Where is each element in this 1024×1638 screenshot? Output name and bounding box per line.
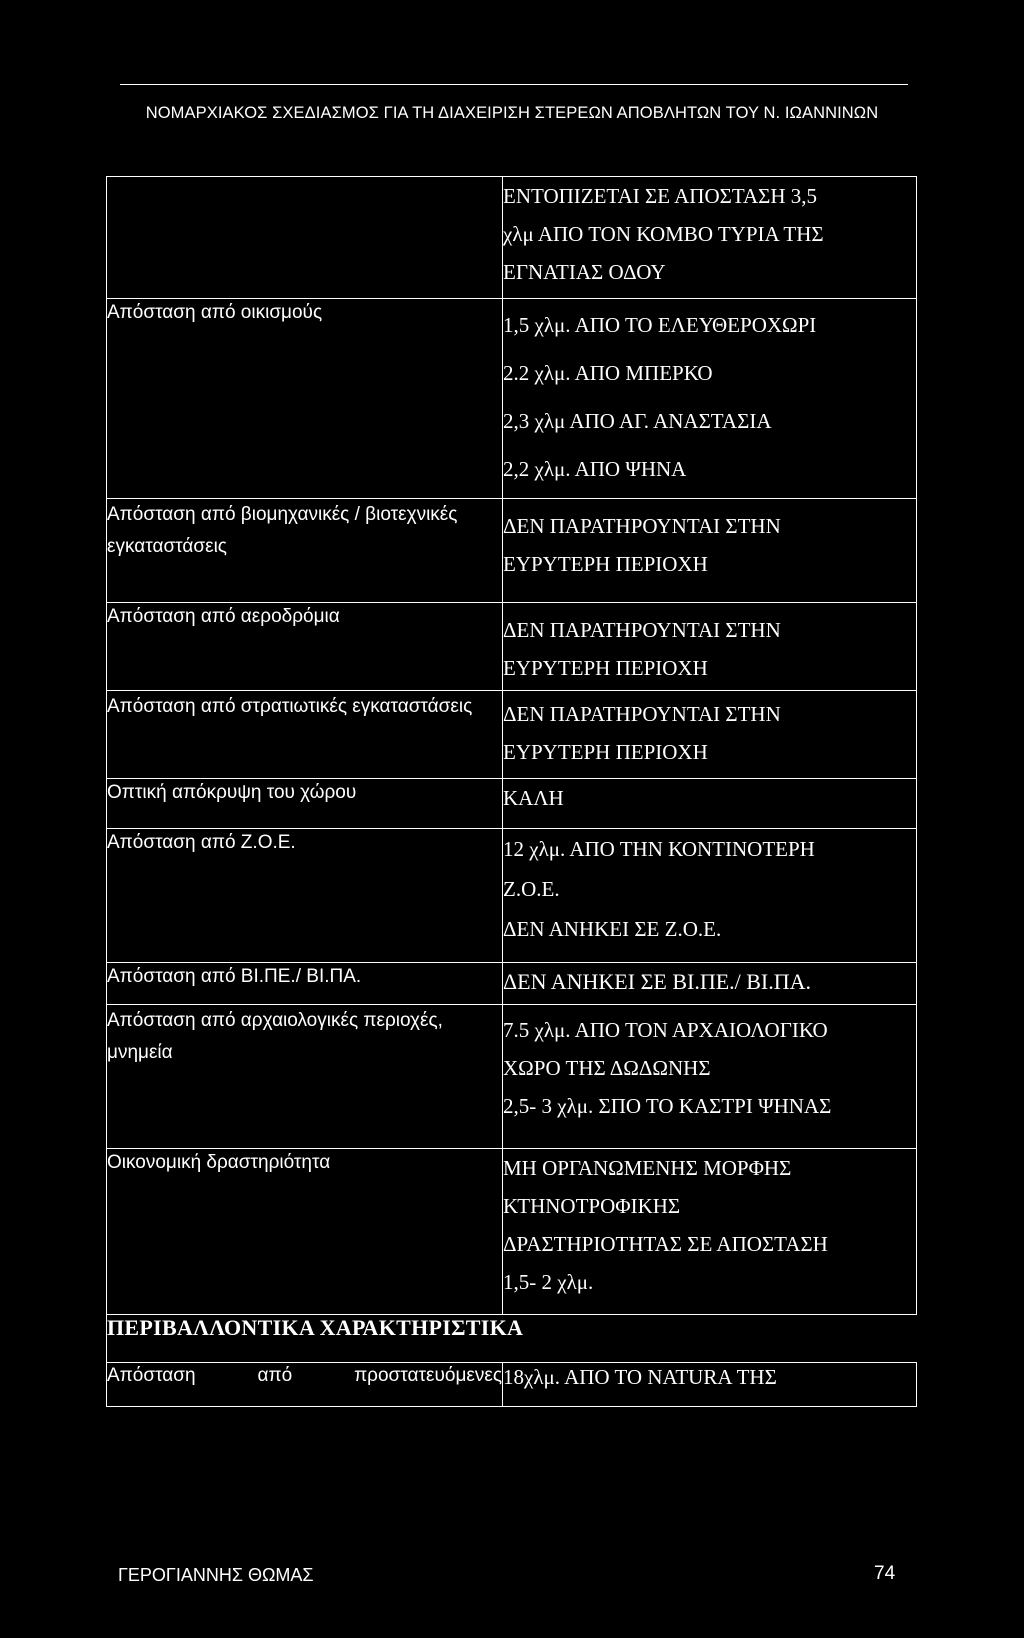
criterion-label: Απόσταση από οικισμούς bbox=[107, 299, 503, 499]
table-row bbox=[107, 829, 917, 963]
value-line: 2,2 χλμ. ΑΠΟ ΨΗΝΑ bbox=[503, 457, 687, 481]
value-line: ΔΕΝ ΑΝΗΚΕΙ ΣΕ ΒΙ.ΠΕ./ ΒΙ.ΠΑ. bbox=[503, 969, 812, 994]
value-line: ΚΑΛΗ bbox=[503, 786, 564, 810]
criterion-value bbox=[503, 963, 917, 1005]
table-row bbox=[107, 177, 917, 299]
criterion-value: 18χλμ. ΑΠΟ ΤΟ NATURA ΤΗΣ bbox=[503, 1363, 917, 1407]
value-line: Ζ.Ο.Ε. bbox=[503, 877, 560, 901]
table-row bbox=[107, 1149, 917, 1315]
table-row bbox=[107, 603, 917, 691]
criterion-label: Απόσταση από βιομηχανικές / βιοτεχνικές εγκαταστάσεις bbox=[107, 499, 503, 603]
page-number: 74 bbox=[874, 1563, 896, 1584]
table-row bbox=[107, 779, 917, 829]
table-row bbox=[107, 691, 917, 779]
criterion-label: Απόσταση από στρατιωτικές εγκαταστάσεις bbox=[107, 691, 503, 779]
value-line: ΜΗ ΟΡΓΑΝΩΜΕΝΗΣ ΜΟΡΦΗΣ bbox=[503, 1156, 792, 1180]
criterion-label: Οικονομική δραστηριότητα bbox=[107, 1149, 503, 1315]
header-rule bbox=[120, 84, 908, 85]
section-title: ΠΕΡΙΒΑΛΛΟΝΤΙΚΑ ΧΑΡΑΚΤΗΡΙΣΤΙΚΑ bbox=[107, 1315, 917, 1363]
criterion-label: Απόσταση από αρχαιολογικές περιοχές, μνημεία bbox=[107, 1005, 503, 1149]
criterion-value bbox=[503, 779, 917, 829]
value-line: ΕΥΡΥΤΕΡΗ ΠΕΡΙΟΧΗ bbox=[503, 740, 708, 764]
table-row bbox=[107, 963, 917, 1005]
value-line: ΚΤΗΝΟΤΡΟΦΙΚΗΣ bbox=[503, 1194, 681, 1218]
value-line: ΔΕΝ ΠΑΡΑΤΗΡΟΥΝΤΑΙ ΣΤΗΝ bbox=[503, 514, 781, 538]
criterion-value bbox=[503, 829, 917, 963]
criterion-value bbox=[503, 603, 917, 691]
criterion-value bbox=[503, 499, 917, 603]
label-word: Απόσταση bbox=[107, 1365, 196, 1386]
value-line: ΕΝΤΟΠΙΖΕΤΑΙ ΣΕ ΑΠΟΣΤΑΣΗ 3,5 bbox=[503, 184, 818, 208]
value-line: χλμ ΑΠΟ ΤΟΝ ΚΟΜΒΟ ΤΥΡΙΑ ΤΗΣ bbox=[503, 222, 824, 246]
footer-author: ΓΕΡΟΓΙΑΝΝΗΣ ΘΩΜΑΣ bbox=[118, 1565, 314, 1585]
value-line: 2,5- 3 χλμ. ΣΠΟ ΤΟ ΚΑΣΤΡΙ ΨΗΝΑΣ bbox=[503, 1094, 832, 1118]
value-line: ΕΥΡΥΤΕΡΗ ΠΕΡΙΟΧΗ bbox=[503, 656, 708, 680]
value-line: 1,5- 2 χλμ. bbox=[503, 1270, 594, 1294]
table-row bbox=[107, 299, 917, 499]
value-line: ΔΡΑΣΤΗΡΙΟΤΗΤΑΣ ΣΕ ΑΠΟΣΤΑΣΗ bbox=[503, 1232, 828, 1256]
criterion-value bbox=[503, 299, 917, 499]
value-line: ΔΕΝ ΑΝΗΚΕΙ ΣΕ Ζ.Ο.Ε. bbox=[503, 917, 722, 941]
value-line: 1,5 χλμ. ΑΠΟ ΤΟ ΕΛΕΥΘΕΡΟΧΩΡΙ bbox=[503, 313, 817, 337]
value-line: 2.2 χλμ. ΑΠΟ ΜΠΕΡΚΟ bbox=[503, 361, 713, 385]
value-line: ΕΓΝΑΤΙΑΣ ΟΔΟΥ bbox=[503, 260, 666, 284]
value-line: 7.5 χλμ. ΑΠΟ ΤΟΝ ΑΡΧΑΙΟΛΟΓΙΚΟ bbox=[503, 1018, 828, 1042]
criterion-value bbox=[503, 1005, 917, 1149]
table-row bbox=[107, 499, 917, 603]
criterion-value bbox=[503, 1149, 917, 1315]
criterion-label: Απόσταση από αεροδρόμια bbox=[107, 603, 503, 691]
page-header: ΝΟΜΑΡΧΙΑΚΟΣ ΣΧΕΔΙΑΣΜΟΣ ΓΙΑ ΤΗ ΔΙΑΧΕΙΡΙΣΗ ΣΤΕΡΕΩΝ ΑΠΟΒΛΗΤΩΝ ΤΟΥ Ν. ΙΩΑΝΝΙΝΩΝ bbox=[145, 104, 879, 122]
section-row bbox=[107, 1315, 917, 1363]
table-row bbox=[107, 1005, 917, 1149]
criterion-label: Απόσταση από ΒΙ.ΠΕ./ ΒΙ.ΠΑ. bbox=[107, 963, 503, 1005]
criterion-label bbox=[107, 1363, 503, 1407]
label-word: από bbox=[257, 1365, 293, 1386]
criterion-label: Απόσταση από Ζ.Ο.Ε. bbox=[107, 829, 503, 963]
value-line: ΕΥΡΥΤΕΡΗ ΠΕΡΙΟΧΗ bbox=[503, 552, 708, 576]
value-line: ΧΩΡΟ ΤΗΣ ΔΩΔΩΝΗΣ bbox=[503, 1056, 711, 1080]
value-line: ΔΕΝ ΠΑΡΑΤΗΡΟΥΝΤΑΙ ΣΤΗΝ bbox=[503, 618, 781, 642]
criterion-value bbox=[503, 177, 917, 299]
table-row bbox=[107, 1363, 917, 1407]
criteria-table bbox=[106, 176, 917, 1407]
criterion-label: Οπτική απόκρυψη του χώρου bbox=[107, 779, 503, 829]
value-line: 2,3 χλμ ΑΠΟ ΑΓ. ΑΝΑΣΤΑΣΙΑ bbox=[503, 409, 772, 433]
label-word: προστατευόμενες bbox=[354, 1365, 502, 1386]
criterion-label bbox=[107, 177, 503, 299]
criterion-value bbox=[503, 691, 917, 779]
value-line: ΔΕΝ ΠΑΡΑΤΗΡΟΥΝΤΑΙ ΣΤΗΝ bbox=[503, 702, 781, 726]
site-criteria-table bbox=[106, 176, 916, 1407]
value-line: 12 χλμ. ΑΠΟ ΤΗΝ ΚΟΝΤΙΝΟΤΕΡΗ bbox=[503, 837, 815, 861]
